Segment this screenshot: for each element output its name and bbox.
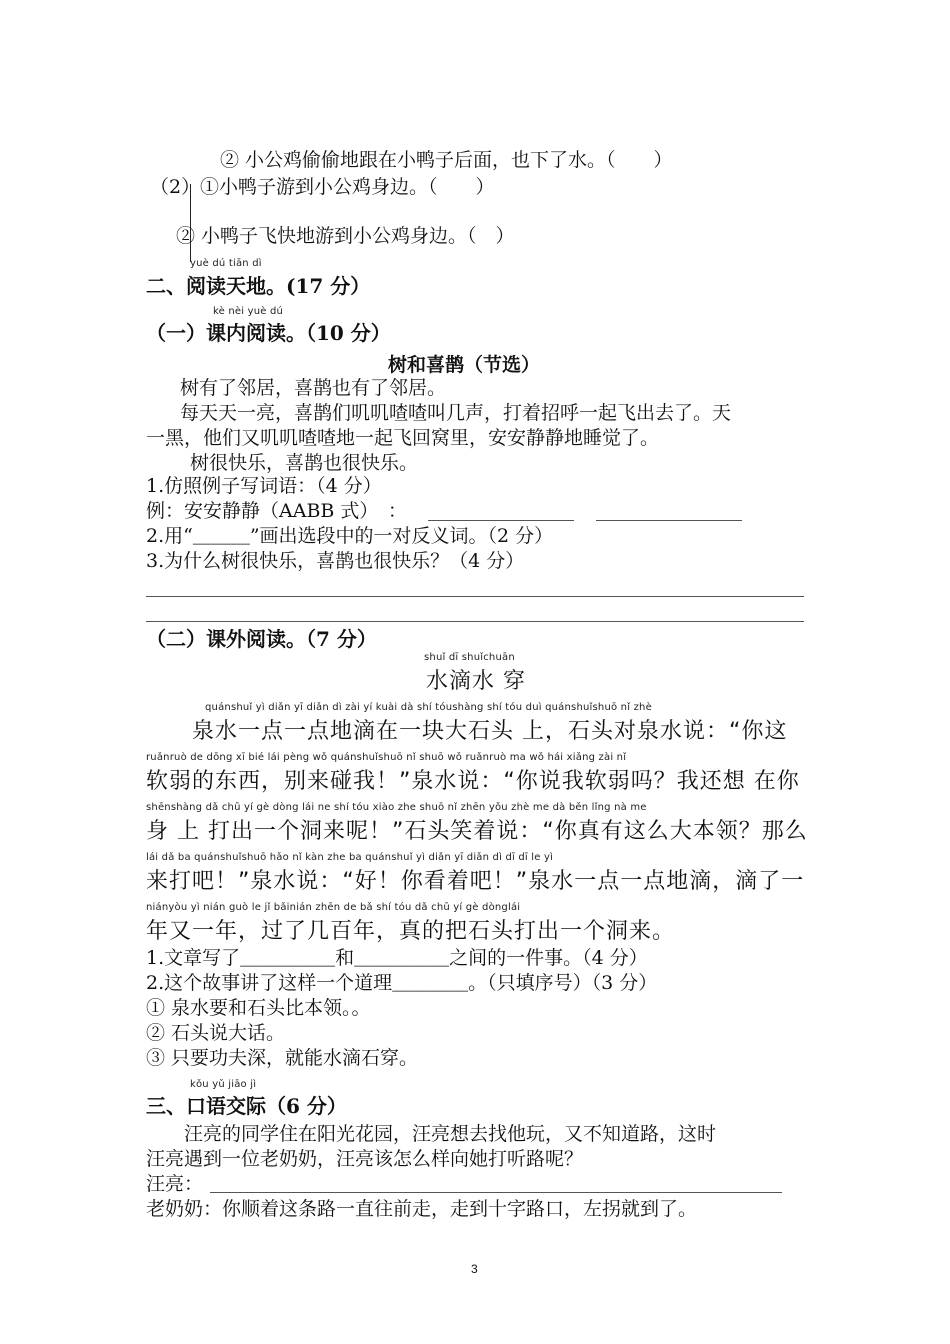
page-number: 3 xyxy=(471,1262,478,1276)
sec3-paragraph-a: 汪亮的同学住在阳光花园，汪亮想去找他玩，又不知道路，这时 xyxy=(146,1123,717,1145)
part2-title: （二）课外阅读。（7 分） xyxy=(146,627,377,651)
question-3: 3.为什么树很快乐，喜鹊也很快乐？（4 分） xyxy=(146,550,525,572)
story-pinyin-2: ruǎnruò de dōng xī bié lái pèng wǒ quánshuǐshuō nǐ shuō wǒ ruǎnruò ma wǒ hái xiǎng zài nǐ xyxy=(146,752,627,763)
passage-p2a: 每天天一亮，喜鹊们叽叽喳喳叫几声，打着招呼一起飞出去了。天 xyxy=(180,402,732,424)
q1-group-option-2: ② 小鸭子飞快地游到小公鸡身边。（ ） xyxy=(176,225,515,247)
part1-pinyin: kè nèi yuè dú xyxy=(213,306,284,317)
part1-title: （一）课内阅读。（10 分） xyxy=(146,321,391,345)
sec3-pinyin: kǒu yǔ jiāo jì xyxy=(190,1079,257,1090)
passage-p1: 树有了邻居，喜鹊也有了邻居。 xyxy=(180,377,447,399)
story-title-pinyin: shuǐ dī shuǐchuān xyxy=(424,652,515,663)
sec2-title: 二、阅读天地。(17 分） xyxy=(146,274,371,298)
story-question-2: 2.这个故事讲了这样一个道理＿＿＿＿。（只填序号）（3 分） xyxy=(146,972,658,994)
grandma-reply: 老奶奶：你顺着这条路一直往前走，走到十字路口，左拐就到了。 xyxy=(146,1198,698,1220)
story-pinyin-5: niányòu yì nián guò le jǐ bǎinián zhēn de bǎ shí tóu dǎ chū yí gè dònglái xyxy=(146,902,521,913)
story-pinyin-3: shēnshàng dǎ chū yí gè dòng lái ne shí tóu xiào zhe shuō nǐ zhēn yǒu zhè me dà běn lǐng nà me xyxy=(146,802,647,813)
passage-p3: 树很快乐，喜鹊也很快乐。 xyxy=(190,452,419,474)
sec3-paragraph-b: 汪亮遇到一位老奶奶，汪亮该怎么样向她打听路呢？ xyxy=(146,1148,584,1170)
wang-liang-answer-line[interactable] xyxy=(210,1192,782,1193)
story-line-1: 泉水一点一点地滴在一块大石头 上，石头对泉水说：“你这 xyxy=(146,719,788,744)
story-question-1: 1.文章写了＿＿＿＿＿和＿＿＿＿＿之间的一件事。（4 分） xyxy=(146,947,648,969)
answer-line-1[interactable] xyxy=(146,596,804,597)
answer-line-2[interactable] xyxy=(146,621,804,622)
q1-option-2-line: ② 小公鸡偷偷地跟在小鸭子后面，也下了水。（ ） xyxy=(220,149,673,171)
story-line-2: 软弱的东西，别来碰我！”泉水说：“你说我软弱吗？我还想 在你 xyxy=(146,769,800,794)
story-option-2: ② 石头说大话。 xyxy=(146,1022,286,1044)
story-option-3: ③ 只要功夫深，就能水滴石穿。 xyxy=(146,1047,419,1069)
sec3-title: 三、口语交际（6 分） xyxy=(146,1094,347,1118)
q1-group-label: （2） xyxy=(150,176,201,198)
story-pinyin-4: lái dǎ ba quánshuǐshuō hǎo nǐ kàn zhe ba quánshuǐ yì diǎn yī diǎn dì dī dī le yì xyxy=(146,852,554,863)
story-line-3: 身 上 打出一个洞来呢！”石头笑着说：“你真有这么大本领？那么 xyxy=(146,819,808,844)
story-title: 水滴水 穿 xyxy=(426,669,526,694)
wang-liang-label: 汪亮： xyxy=(146,1173,204,1195)
question-2: 2.用“＿＿＿”画出选段中的一对反义词。（2 分） xyxy=(146,525,554,547)
answer-blank-1[interactable] xyxy=(428,520,574,521)
answer-blank-2[interactable] xyxy=(596,520,742,521)
question-1: 1.仿照例子写词语：（4 分） xyxy=(146,475,382,497)
question-1-example: 例：安安静静（AABB 式） ： xyxy=(146,500,407,522)
q1-group-option-1: ①小鸭子游到小公鸡身边。（ ） xyxy=(200,176,495,198)
sec2-pinyin: yuè dú tiān dì xyxy=(190,258,262,269)
story-pinyin-1: quánshuǐ yì diǎn yī diǎn dì zài yí kuài dà shí tóushàng shí tóu duì quánshuǐshuō nǐ zhè xyxy=(205,702,652,713)
passage-p2b: 一黑，他们又叽叽喳喳地一起飞回窝里，安安静静地睡觉了。 xyxy=(146,427,660,449)
group-brace-icon xyxy=(190,184,191,262)
passage-title: 树和喜鹊（节选） xyxy=(388,354,541,376)
story-line-4: 来打吧！”泉水说：“好！你看着吧！”泉水一点一点地滴，滴了一 xyxy=(146,869,805,894)
story-line-5: 年又一年，过了几百年，真的把石头打出一个洞来。 xyxy=(146,919,676,944)
story-option-1: ① 泉水要和石头比本领。。 xyxy=(146,997,371,1019)
